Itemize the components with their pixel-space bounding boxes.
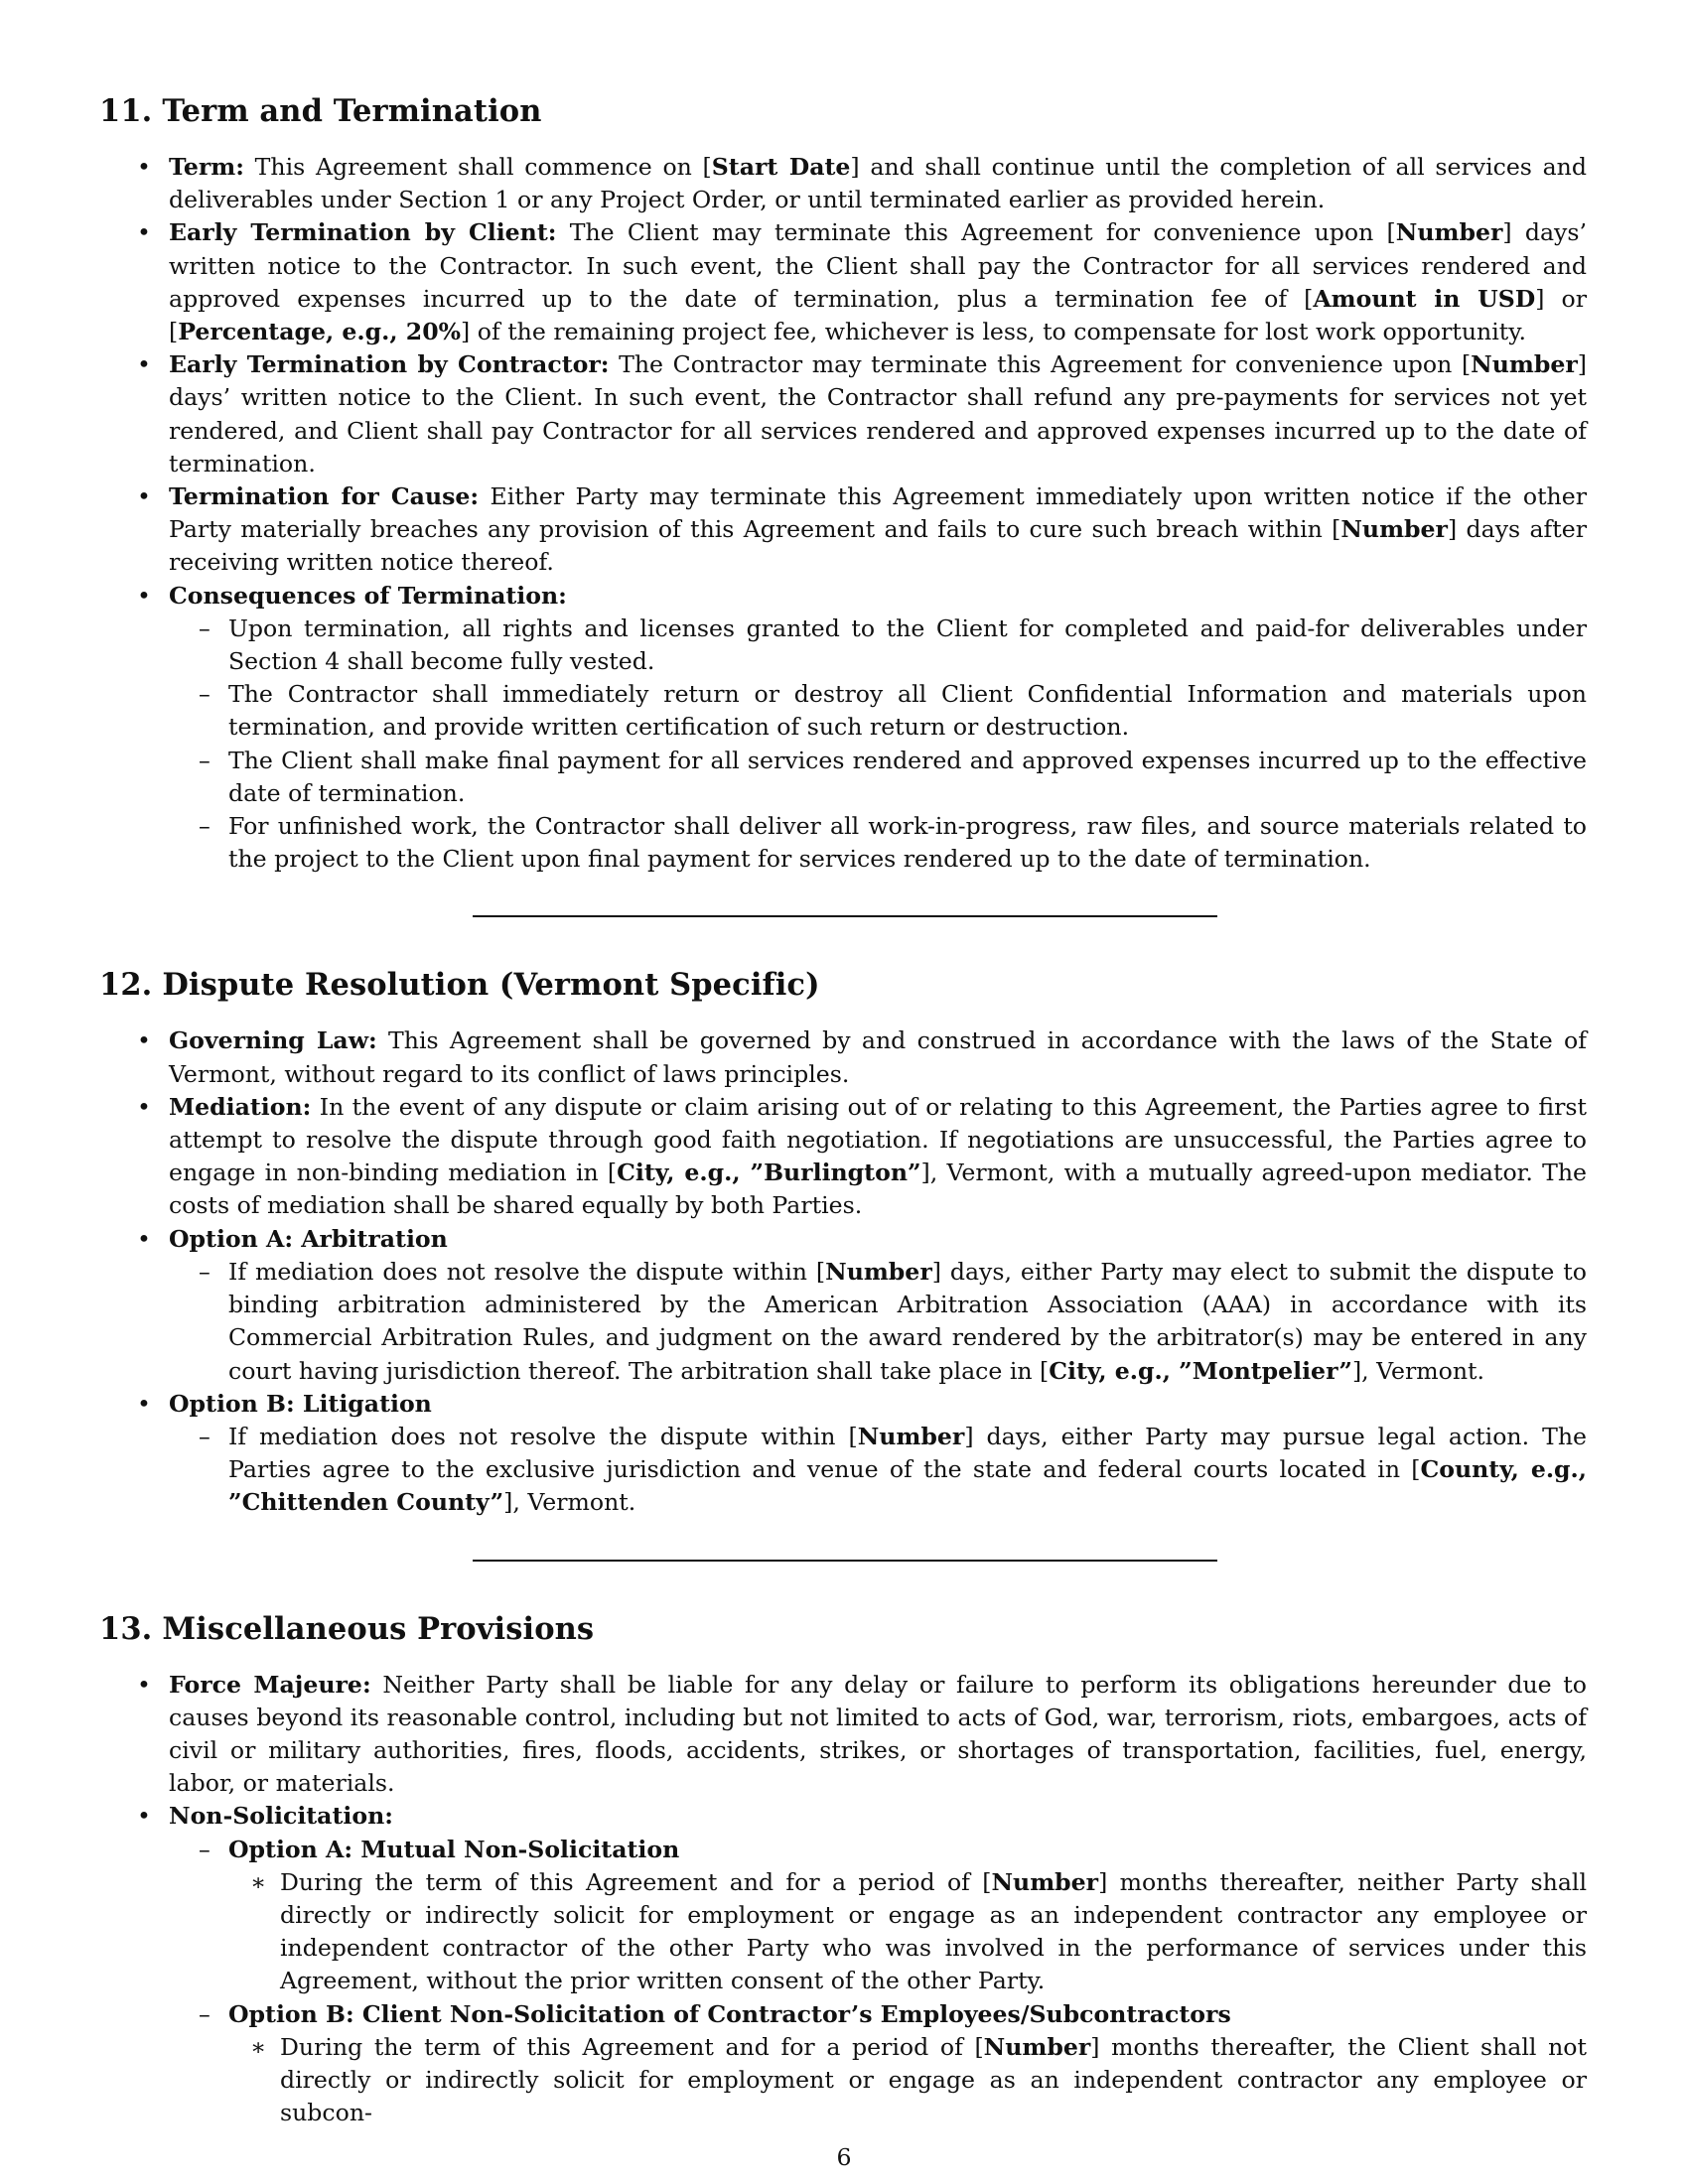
item-text: ] days, either Party may pursue legal action. The Parties agree to the exclusive jurisdiction and venue of the state and federal courts located in [ [228, 1422, 1587, 1484]
section-11 [99, 91, 1587, 876]
placeholder: Number [991, 1867, 1099, 1896]
list-item [99, 1669, 1587, 1801]
sub-list-item: – The Contractor shall immediately return or destroy all Client Confidential Information and materials upon termination, and provide written certification of such return or destruction. [169, 678, 1587, 744]
sub-sub-list [228, 1866, 1587, 1998]
item-label: Term: [169, 153, 244, 181]
bullet-list [99, 151, 1587, 876]
bullet-list [99, 1669, 1587, 2130]
section-title: Term and Termination [162, 93, 542, 129]
list-item [99, 348, 1587, 480]
section-heading [99, 965, 1587, 1005]
sub-sub-list-item [228, 2031, 1587, 2130]
sub-list-item [169, 1834, 1587, 1998]
placeholder: Number [983, 2032, 1091, 2061]
item-text: ] days, either Party may elect to submit the dispute to binding arbitration administered by the American Arbitration Association (AAA) in accordance with its Commercial Arbitration Rules, and judgment on the award rendered by the arbitrator(s) may be entered in any court having jurisdiction thereof. The arbitration shall take place in [ [228, 1257, 1587, 1385]
placeholder: Percentage, e.g., 20% [178, 318, 462, 346]
placeholder: County, e.g., ”Chittenden County” [228, 1455, 1587, 1517]
list-item [99, 1223, 1587, 1388]
placeholder: Amount in USD [1313, 284, 1536, 313]
list-item [99, 151, 1587, 216]
item-text: ], Vermont. [1351, 1356, 1485, 1385]
sub-list-item [169, 1256, 1587, 1388]
item-text: ], Vermont, with a mutually agreed-upon mediator. The costs of mediation shall be shared equally by both Parties. [169, 1159, 1587, 1220]
section-heading [99, 91, 1587, 131]
item-label: Option B: Litigation [169, 1389, 432, 1418]
item-text: The Contractor may terminate this Agreement for convenience upon [ [609, 350, 1472, 379]
item-text: Neither Party shall be liable for any delay or failure to perform its obligations hereunder due to causes beyond its reasonable control, including but not limited to acts of God, war, terrorism, riots, embargoes, acts of civil or military authorities, fires, floods, accidents, strikes, or shortages of transportation, facilities, fuel, energy, labor, or materials. [169, 1670, 1587, 1798]
placeholder: Number [1471, 350, 1578, 379]
list-item [99, 480, 1587, 580]
sub-list [169, 1421, 1587, 1520]
option-label: Option A: Mutual Non-Solicitation [228, 1835, 680, 1863]
item-label: Termination for Cause: [169, 482, 480, 511]
item-text: During the term of this Agreement and for a period of [ [280, 2032, 984, 2061]
item-label: Force Majeure: [169, 1670, 371, 1699]
section-divider [473, 1560, 1217, 1562]
placeholder: Start Date [711, 153, 851, 181]
placeholder: Number [857, 1422, 965, 1450]
item-label: Consequences of Termination: [169, 581, 567, 610]
section-number: 12. [99, 967, 153, 1004]
item-label: Early Termination by Client: [169, 218, 557, 247]
item-text: If mediation does not resolve the dispute within [ [228, 1257, 826, 1286]
sub-list [169, 1834, 1587, 2130]
item-text: During the term of this Agreement and for a period of [ [280, 1867, 992, 1896]
item-text: ] or [ [169, 284, 1587, 346]
item-text: In the event of any dispute or claim arising out of or relating to this Agreement, the Parties agree to first attempt to resolve the dispute through good faith negotiation. If negotiations are unsuccessful, the Parties agree to engage in non-binding mediation in [ [169, 1092, 1587, 1187]
option-label: Option B: Client Non-Solicitation of Contractor’s Employees/Subcontractors [228, 1999, 1231, 2028]
placeholder: City, e.g., ”Burlington” [617, 1159, 921, 1187]
section-number: 13. [99, 1610, 153, 1647]
item-text: ] and shall continue until the completion of all services and deliverables under Section 1 or any Project Order, or until terminated earlier as provided herein. [169, 153, 1587, 214]
section-divider [473, 915, 1217, 917]
list-item [99, 1091, 1587, 1223]
list-item [99, 1800, 1587, 2129]
list-item [99, 580, 1587, 877]
list-item [99, 216, 1587, 348]
section-heading [99, 1609, 1587, 1649]
page-content [99, 91, 1587, 2129]
list-item [99, 1024, 1587, 1090]
item-text: ] of the remaining project fee, whichever is less, to compensate for lost work opportunity. [461, 318, 1526, 346]
placeholder: Number [825, 1257, 932, 1286]
sub-list-item: – Upon termination, all rights and licenses granted to the Client for completed and paid-for deliverables under Section 4 shall become fully vested. [169, 613, 1587, 678]
placeholder: City, e.g., ”Montpelier” [1049, 1356, 1352, 1385]
item-text: ] months thereafter, neither Party shall directly or indirectly solicit for employment or engage as an independent contractor any employee or independent contractor of the other Party who was involved in the performance of services under this Agreement, without the prior written consent of the other Party. [280, 1867, 1587, 1995]
bullet-list [99, 1024, 1587, 1519]
sub-list-item [169, 1421, 1587, 1520]
item-text: ] days’ written notice to the Client. In such event, the Contractor shall refund any pre-payments for services not yet rendered, and Client shall pay Contractor for all services rendered and approved expenses incurred up to the date of termination. [169, 350, 1587, 478]
item-text: This Agreement shall be governed by and construed in accordance with the laws of the State of Vermont, without regard to its conflict of laws principles. [169, 1026, 1587, 1088]
placeholder: Number [1395, 218, 1503, 247]
sub-list-item: – For unfinished work, the Contractor shall deliver all work-in-progress, raw files, and source materials related to the project to the Client upon final payment for services rendered up to the date of termination. [169, 810, 1587, 876]
section-title: Dispute Resolution (Vermont Specific) [162, 967, 820, 1004]
section-number: 11. [99, 93, 153, 129]
item-text: If mediation does not resolve the dispute within [ [228, 1422, 858, 1450]
sub-list [169, 1256, 1587, 1388]
section-13 [99, 1609, 1587, 2130]
item-text: ] months thereafter, the Client shall not directly or indirectly solicit for employment or engage as an independent contractor any employee or subcon- [280, 2032, 1587, 2127]
item-text: The Client may terminate this Agreement for convenience upon [ [556, 218, 1396, 247]
page-number: 6 [836, 2143, 852, 2171]
sub-list-item [169, 1998, 1587, 2130]
item-label: Non-Solicitation: [169, 1802, 393, 1831]
item-text: ], Vermont. [503, 1488, 636, 1517]
item-text: ] days’ written notice to the Contractor. In such event, the Client shall pay the Contractor for all services rendered and approved expenses incurred up to the date of termination, plus a termination fee of [ [169, 218, 1587, 313]
item-label: Early Termination by Contractor: [169, 350, 610, 379]
item-label: Option A: Arbitration [169, 1224, 448, 1253]
section-title: Miscellaneous Provisions [162, 1610, 595, 1647]
sub-sub-list [228, 2031, 1587, 2130]
sub-list [169, 613, 1587, 877]
item-label: Mediation: [169, 1092, 312, 1121]
sub-sub-list-item [228, 1866, 1587, 1998]
item-text: ] days after receiving written notice thereof. [169, 515, 1587, 577]
item-text: Either Party may terminate this Agreement immediately upon written notice if the other Party materially breaches any provision of this Agreement and fails to cure such breach within [ [169, 482, 1587, 544]
item-label: Governing Law: [169, 1026, 377, 1055]
list-item [99, 1388, 1587, 1520]
sub-list-item: – The Client shall make final payment for all services rendered and approved expenses incurred up to the effective date of termination. [169, 745, 1587, 810]
section-12 [99, 965, 1587, 1519]
placeholder: Number [1340, 515, 1448, 544]
item-text: This Agreement shall commence on [ [243, 153, 712, 181]
